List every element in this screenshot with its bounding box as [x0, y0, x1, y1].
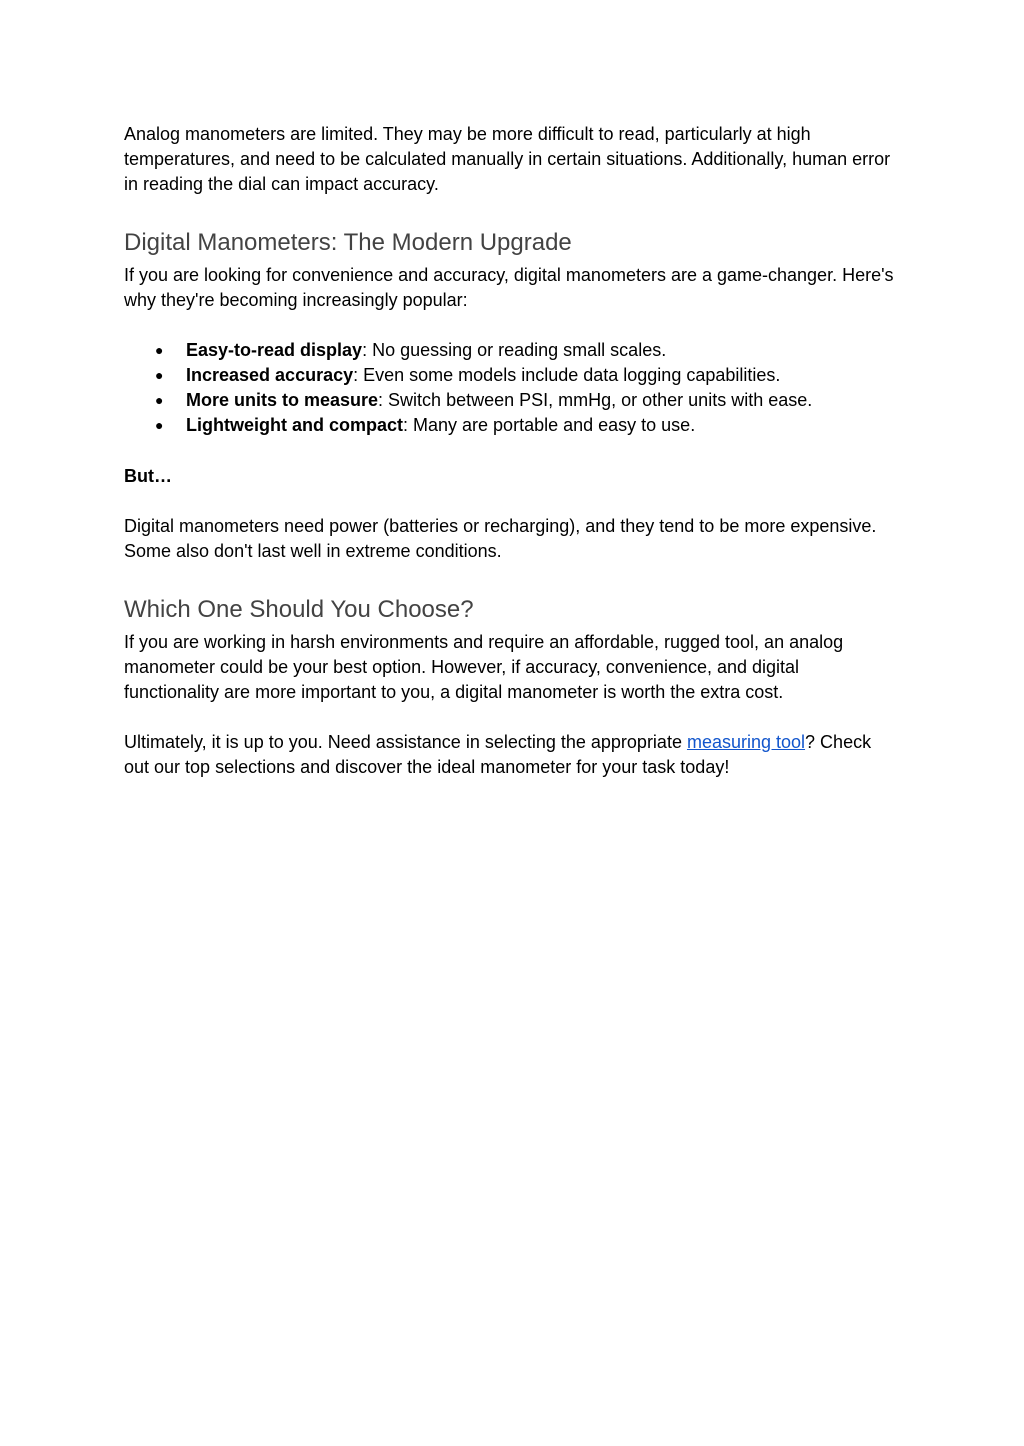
- bullet-icon: ●: [155, 367, 164, 383]
- closing-text-before-link: Ultimately, it is up to you. Need assistance in selecting the appropriate: [124, 732, 687, 752]
- but-label: But…: [124, 466, 172, 486]
- which-one-heading: Which One Should You Choose?: [124, 596, 474, 623]
- bullet-icon: ●: [155, 417, 164, 433]
- bullet-term: More units to measure: [186, 390, 379, 410]
- bullet-icon: ●: [155, 342, 164, 358]
- bullet-text: : Switch between PSI, mmHg, or other units with ease.: [378, 390, 813, 410]
- benefits-list: [124, 338, 894, 438]
- closing-text-after-link: ? Check out our top selections and discover the ideal manometer for your task today!: [124, 732, 872, 777]
- intro-paragraph: Analog manometers are limited. They may be more difficult to read, particularly at high temperatures, and need to be calculated manually in certain situations. Additionally, human error in reading the dial can impact accuracy.: [124, 124, 891, 194]
- digital-manometers-heading: Digital Manometers: The Modern Upgrade: [124, 229, 572, 256]
- measuring-tool-link[interactable]: measuring tool: [686, 732, 806, 752]
- closing-paragraph: [124, 730, 894, 780]
- bullet-term: Increased accuracy: [186, 365, 354, 385]
- bullet-icon: ●: [155, 392, 164, 408]
- bullet-text: : Many are portable and easy to use.: [403, 415, 696, 435]
- bullet-text: : No guessing or reading small scales.: [362, 340, 667, 360]
- list-item: [124, 338, 894, 363]
- list-item: [124, 363, 894, 388]
- digital-intro-paragraph: If you are looking for convenience and accuracy, digital manometers are a game-changer. Here's why they're becoming increasingly popular:: [124, 265, 894, 310]
- choose-paragraph: If you are working in harsh environments and require an affordable, rugged tool, an analog manometer could be your best option. However, if accuracy, convenience, and digital functionality are more important to you, a digital manometer is worth the extra cost.: [124, 632, 844, 702]
- list-item: [124, 413, 894, 438]
- list-item: [124, 388, 894, 413]
- bullet-term: Easy-to-read display: [186, 340, 363, 360]
- digital-cons-paragraph: Digital manometers need power (batteries or recharging), and they tend to be more expensive. Some also don't last well in extreme conditions.: [124, 516, 877, 561]
- document-page: [124, 122, 894, 780]
- bullet-text: : Even some models include data logging capabilities.: [353, 365, 781, 385]
- bullet-term: Lightweight and compact: [186, 415, 404, 435]
